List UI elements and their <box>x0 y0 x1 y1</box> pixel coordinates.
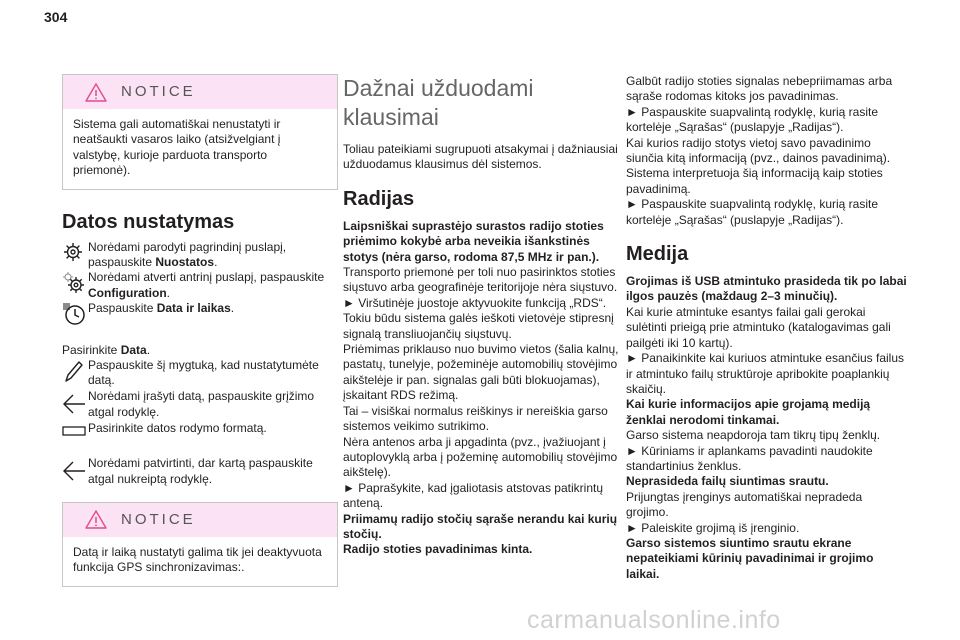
section-heading-media: Medija <box>626 243 689 266</box>
faq-step: ► Kūriniams ir aplankams pavadinti naudokite standartinius ženklus. <box>626 443 873 473</box>
faq-answer: Sistema interpretuoja šią informaciją kaip stoties pavadinimą. <box>626 166 883 196</box>
pencil-icon <box>62 358 88 389</box>
warning-triangle-icon <box>85 510 107 529</box>
instruction-row <box>62 389 338 420</box>
instruction-bold: Data ir laikas <box>156 301 231 316</box>
faq-question: Laipsniškai suprastėjo surastos radijo stoties priėmimo kokybė arba neveikia išankstinės stotys (nėra garso, rodoma 87,5 MHz ir pan.). <box>343 218 604 264</box>
faq-question: Priimamų radijo stočių sąraše nerandu kai kurių stočių. <box>343 511 618 541</box>
select-text: Pasirinkite <box>62 342 121 357</box>
instruction-row <box>62 240 338 271</box>
faq-question: Kai kurie informacijos apie grojamą mediją ženklai nerodomi tinkamai. <box>626 397 871 427</box>
intro-text: Toliau pateikiami sugrupuoti atsakymai į dažniausiai užduodamus klausimus dėl sistemos. <box>343 142 618 172</box>
instruction-row <box>62 456 338 487</box>
clock-icon <box>62 301 88 330</box>
format-bar-icon <box>62 421 88 442</box>
instruction-row <box>62 270 338 301</box>
notice-title: NOTICE <box>121 83 196 101</box>
notice-header <box>63 75 337 109</box>
faq-answer: Nėra antenos arba ji apgadinta (pvz., įvažiuojant į autoplovyklą arba į požeminę automobilių stovėjimo aikštelę). <box>343 434 618 480</box>
instruction-text: Pasirinkite datos rodymo formatą. <box>88 420 267 435</box>
faq-question: Grojimas iš USB atmintuko prasideda tik po labai ilgos pauzės (maždaug 2–3 minučių). <box>626 274 907 304</box>
section-heading-date: Datos nustatymas <box>62 210 235 233</box>
faq-answer: Prijungtas įrenginys automatiškai nepradeda grojimo. <box>626 489 863 520</box>
page-number: 304 <box>44 9 68 25</box>
back-arrow-icon <box>62 389 88 420</box>
watermark: carmanualsonline.info <box>527 606 781 634</box>
notice-text: Datą ir laiką nustatyti galima tik jei deaktyvuota funkcija GPS sinchronizavimas:. <box>73 544 322 575</box>
notice-title: NOTICE <box>121 510 196 528</box>
notice-header <box>63 503 337 537</box>
notice-text: Sistema gali automatiškai nenustatyti ir neatšaukti vasaros laiko (atsižvelgiant į valstybę, kurioje parduota transporto priemonė). <box>73 117 281 178</box>
instruction-text: Paspauskite <box>88 301 157 316</box>
instruction-text: Paspauskite šį mygtuką, kad nustatytumėte datą. <box>88 358 319 388</box>
instruction-end: . <box>214 255 218 270</box>
faq-step: ► Paprašykite, kad įgaliotasis atstovas patikrintų anteną. <box>343 480 603 511</box>
faq-answer: Galbūt radijo stoties signalas nebepriimamas arba sąraše rodomas kitoks jos pavadinimas. <box>626 74 893 104</box>
faq-step: ► Paspauskite suapvalintą rodyklę, kurią rasite kortelėje „Sąrašas“ (puslapyje „Radijas“). <box>626 104 878 135</box>
instruction-text: Norėdami parodyti pagrindinį puslapį, paspauskite <box>88 239 287 270</box>
gear-icon <box>62 240 88 271</box>
faq-step: ► Panaikinkite kai kuriuos atmintuke esančius failus ir atmintuko failų struktūroje apribokite poaplankių skaičių. <box>626 351 905 396</box>
faq-step: ► Viršutinėje juostoje aktyvuokite funkciją „RDS“. Tokiu būdu sistema galės ieškoti vietovėje stipresnį signalą transliuojančių siųstuvų. <box>343 295 614 341</box>
faq-answer: Priėmimas priklauso nuo buvimo vietos (šalia kalnų, pastatų, tunelyje, požeminėje automobilių stovėjimo aikštelėje ir pan. signalas gali būti blokuojamas), įskaitant RDS režimą. <box>343 342 619 403</box>
select-bold: Data <box>120 342 147 357</box>
instruction-text: Norėdami atverti antrinį puslapį, paspauskite <box>88 270 325 285</box>
instruction-bold: Nuostatos <box>155 255 215 270</box>
faq-answer: Garso sistema neapdoroja tam tikrų tipų ženklų. <box>626 428 881 443</box>
page-title: Dažnai užduodami klausimai <box>343 75 534 130</box>
instruction-end: . <box>230 301 235 316</box>
faq-answer: Kai kurios radijo stotys vietoj savo pavadinimo siunčia kitą informaciją (pvz., dainos pavadinimą). <box>626 135 891 166</box>
notice-box <box>62 502 338 587</box>
instruction-row <box>62 358 338 389</box>
notice-box <box>62 74 338 190</box>
right-column <box>626 74 908 582</box>
faq-step: ► Paspauskite suapvalintą rodyklę, kurią rasite kortelėje „Sąrašas“ (puslapyje „Radijas“). <box>626 197 878 227</box>
back-arrow-icon <box>62 456 88 487</box>
instruction-row <box>62 421 338 442</box>
warning-triangle-icon <box>85 83 107 102</box>
instruction-text: Norėdami įrašyti datą, paspauskite grįžimo atgal rodyklę. <box>88 389 315 419</box>
instruction-end: . <box>166 285 170 300</box>
select-instruction <box>62 343 338 358</box>
faq-question: Garso sistemos siuntimo srautu ekrane nepateikiami kūrinių pavadinimai ir grojimo laikai. <box>626 535 874 581</box>
faq-answer: Tai – visiškai normalus reiškinys ir nereiškia garso sistemos veikimo sutrikimo. <box>343 403 608 434</box>
faq-answer: Transporto priemonė per toli nuo pasirinktos stoties siųstuvo arba geografinėje teritorijoje nėra siųstuvo. <box>343 265 618 295</box>
section-heading-radio: Radijas <box>343 187 415 210</box>
faq-question: Neprasideda failų siuntimas srautu. <box>626 474 829 489</box>
gear-pair-icon <box>62 270 88 301</box>
instruction-text: Norėdami patvirtinti, dar kartą paspauskite atgal nukreiptą rodyklę. <box>88 456 313 486</box>
faq-answer: Kai kurie atmintuke esantys failai gali gerokai sulėtinti prieigą prie atmintuko (katalogavimas gali pailgėti iki 10 kartų). <box>626 304 891 350</box>
middle-column <box>343 74 621 558</box>
faq-question: Radijo stoties pavadinimas kinta. <box>343 542 533 557</box>
faq-step: ► Paleiskite grojimą iš įrenginio. <box>626 520 800 535</box>
instruction-bold: Configuration <box>88 285 167 300</box>
left-column <box>62 74 338 587</box>
select-end: . <box>146 342 151 357</box>
instruction-row <box>62 301 338 330</box>
